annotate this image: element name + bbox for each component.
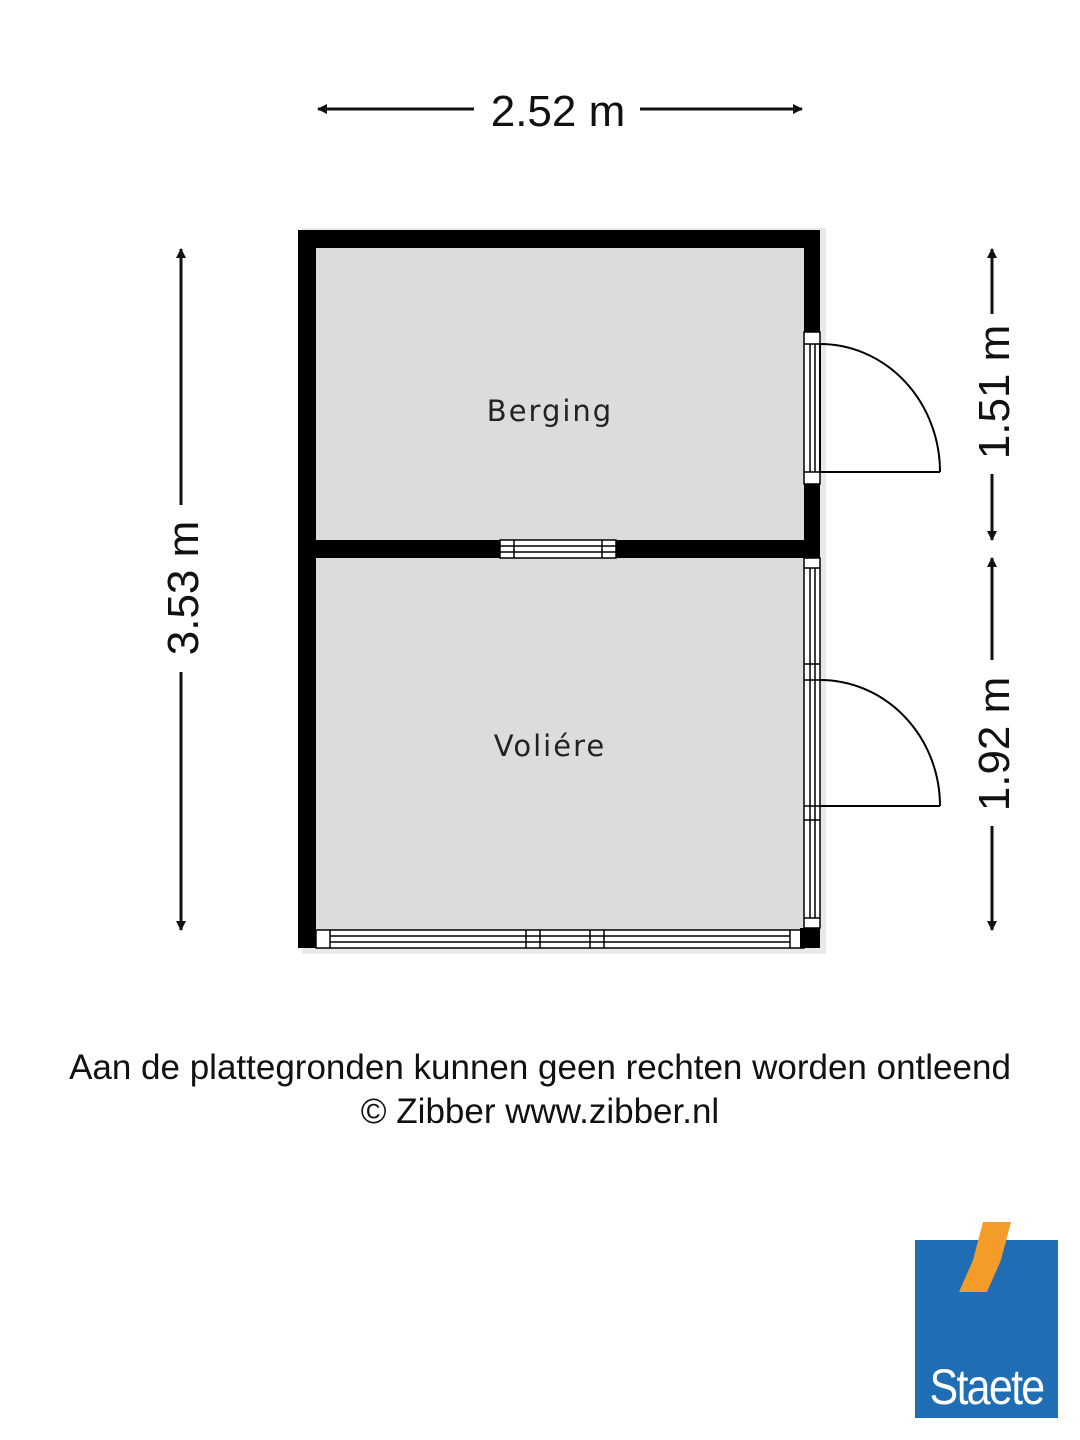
wall-divider-right (616, 540, 806, 558)
room-label-berging: Berging (486, 394, 614, 428)
wall-top (298, 230, 820, 248)
disclaimer-text: Aan de plattegronden kunnen geen rechten worden ontleend (69, 1048, 1011, 1087)
room-label-voliere: Voliére (493, 729, 607, 763)
wall-left (298, 230, 316, 948)
dimension-height-label: 3.53 m (159, 520, 208, 656)
wall-divider-left (316, 540, 500, 558)
dimension-height (159, 249, 208, 930)
dimension-width-label: 2.52 m (490, 87, 626, 136)
dimension-right-lower (970, 558, 1019, 930)
dimension-right-upper (970, 249, 1019, 540)
copyright-text: © Zibber www.zibber.nl (360, 1092, 720, 1131)
wall-bottom-left (298, 930, 316, 948)
dimension-right-lower-label: 1.92 m (970, 676, 1019, 812)
dimension-right-upper-label: 1.51 m (970, 324, 1019, 460)
staete-logo (915, 1240, 1058, 1418)
dimension-width (318, 87, 802, 136)
wall-right-top (804, 230, 820, 332)
window-bottom (316, 930, 804, 948)
logo-text: Staete (929, 1359, 1044, 1415)
wall-bottom-right (800, 928, 820, 948)
logo-mark-icon (915, 1220, 1058, 1310)
wall-right-mid (804, 484, 820, 558)
window-divider (500, 540, 616, 558)
